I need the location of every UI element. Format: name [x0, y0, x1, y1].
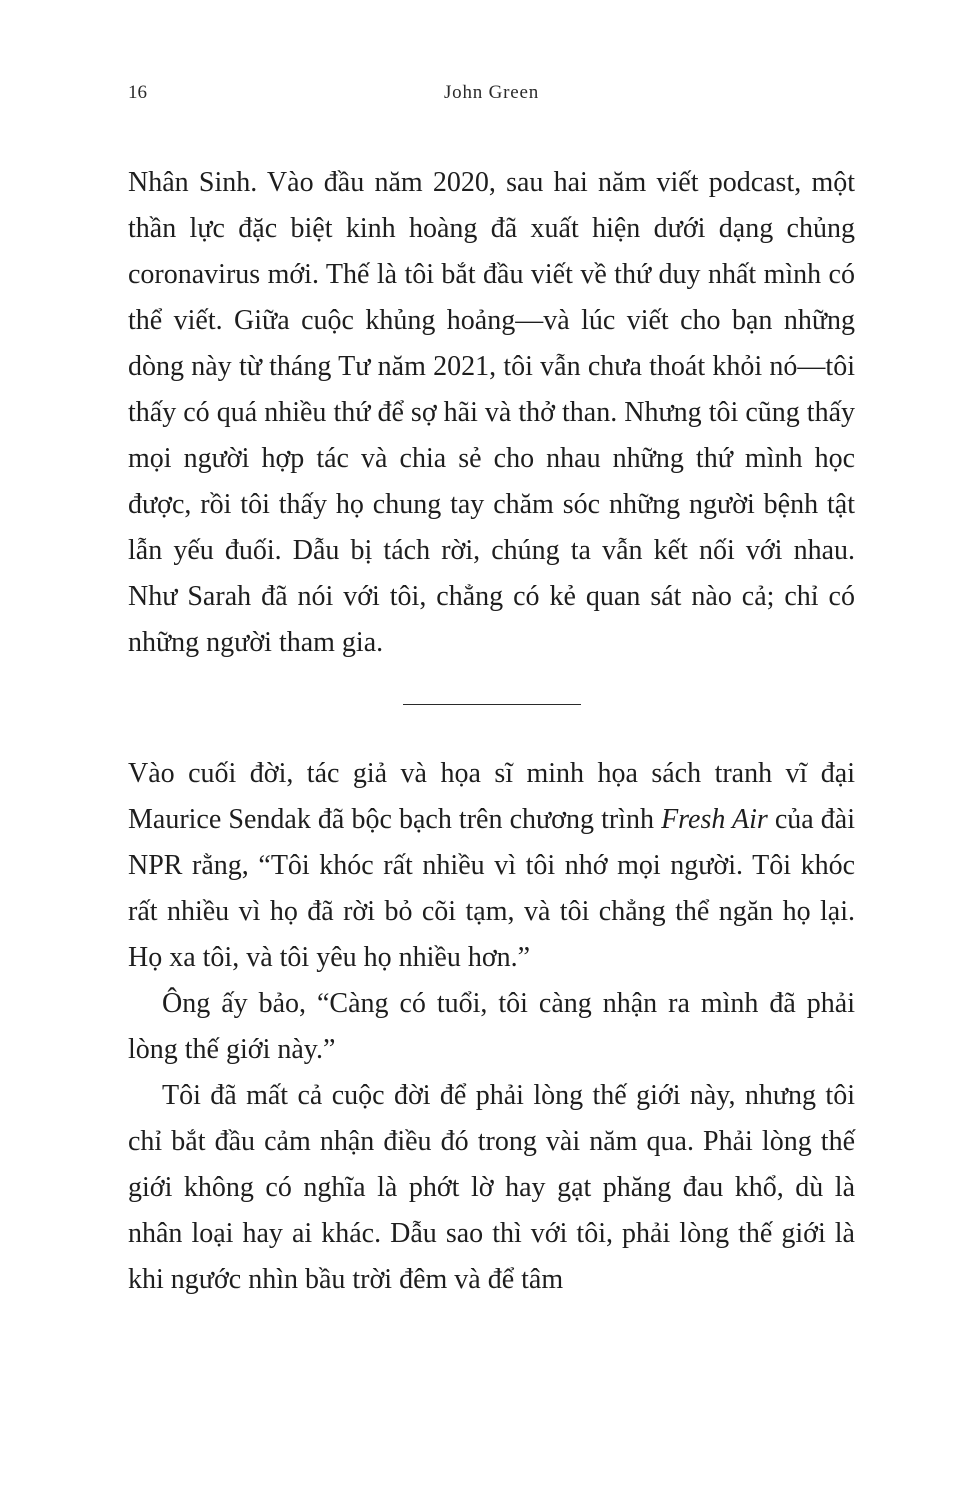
paragraph-2	[128, 751, 855, 981]
page-number: 16	[128, 82, 147, 103]
page-body	[128, 160, 855, 1303]
paragraph-2-text-start: Vào cuối đời, tác giả và họa sĩ minh họa sách tranh vĩ đại Maurice Sendak đã bộc bạch trên chương trình	[128, 758, 855, 835]
paragraph-2-italic-title: Fresh Air	[661, 804, 768, 835]
paragraph-3: Ông ấy bảo, “Càng có tuổi, tôi càng nhận ra mình đã phải lòng thế giới này.”	[128, 988, 855, 1065]
paragraph-1: Nhân Sinh. Vào đầu năm 2020, sau hai năm viết podcast, một thần lực đặc biệt kinh hoàng đã xuất hiện dưới dạng chủng coronavirus mới. Thế là tôi bắt đầu viết về thứ duy nhất mình có thể viết. Giữa cuộc khủng hoảng—và lúc viết cho bạn những dòng này từ tháng Tư năm 2021, tôi vẫn chưa thoát khỏi nó—tôi thấy có quá nhiều thứ để sợ hãi và thở than. Nhưng tôi cũng thấy mọi người hợp tác và chia sẻ cho nhau những thứ mình học được, rồi tôi thấy họ chung tay chăm sóc những người bệnh tật lẫn yếu đuối. Dẫu bị tách rời, chúng ta vẫn kết nối với nhau. Như Sarah đã nói với tôi, chẳng có kẻ quan sát nào cả; chỉ có những người tham gia.	[128, 167, 855, 658]
section-divider-rule	[403, 704, 581, 705]
paragraph-2-text-end: của đài NPR rằng, “Tôi khóc rất nhiều vì tôi nhớ mọi người. Tôi khóc rất nhiều vì họ đã rời bỏ cõi tạm, và tôi chẳng thể ngăn họ lại. Họ xa tôi, và tôi yêu họ nhiều hơn.”	[128, 804, 856, 973]
running-header-title: John Green	[443, 82, 540, 103]
page-header	[128, 82, 855, 108]
paragraph-4: Tôi đã mất cả cuộc đời để phải lòng thế giới này, nhưng tôi chỉ bắt đầu cảm nhận điều đó trong vài năm qua. Phải lòng thế giới không có nghĩa là phớt lờ hay gạt phăng đau khổ, dù là nhân loại hay ai khác. Dẫu sao thì với tôi, phải lòng thế giới là khi ngước nhìn bầu trời đêm và để tâm	[128, 1080, 855, 1295]
